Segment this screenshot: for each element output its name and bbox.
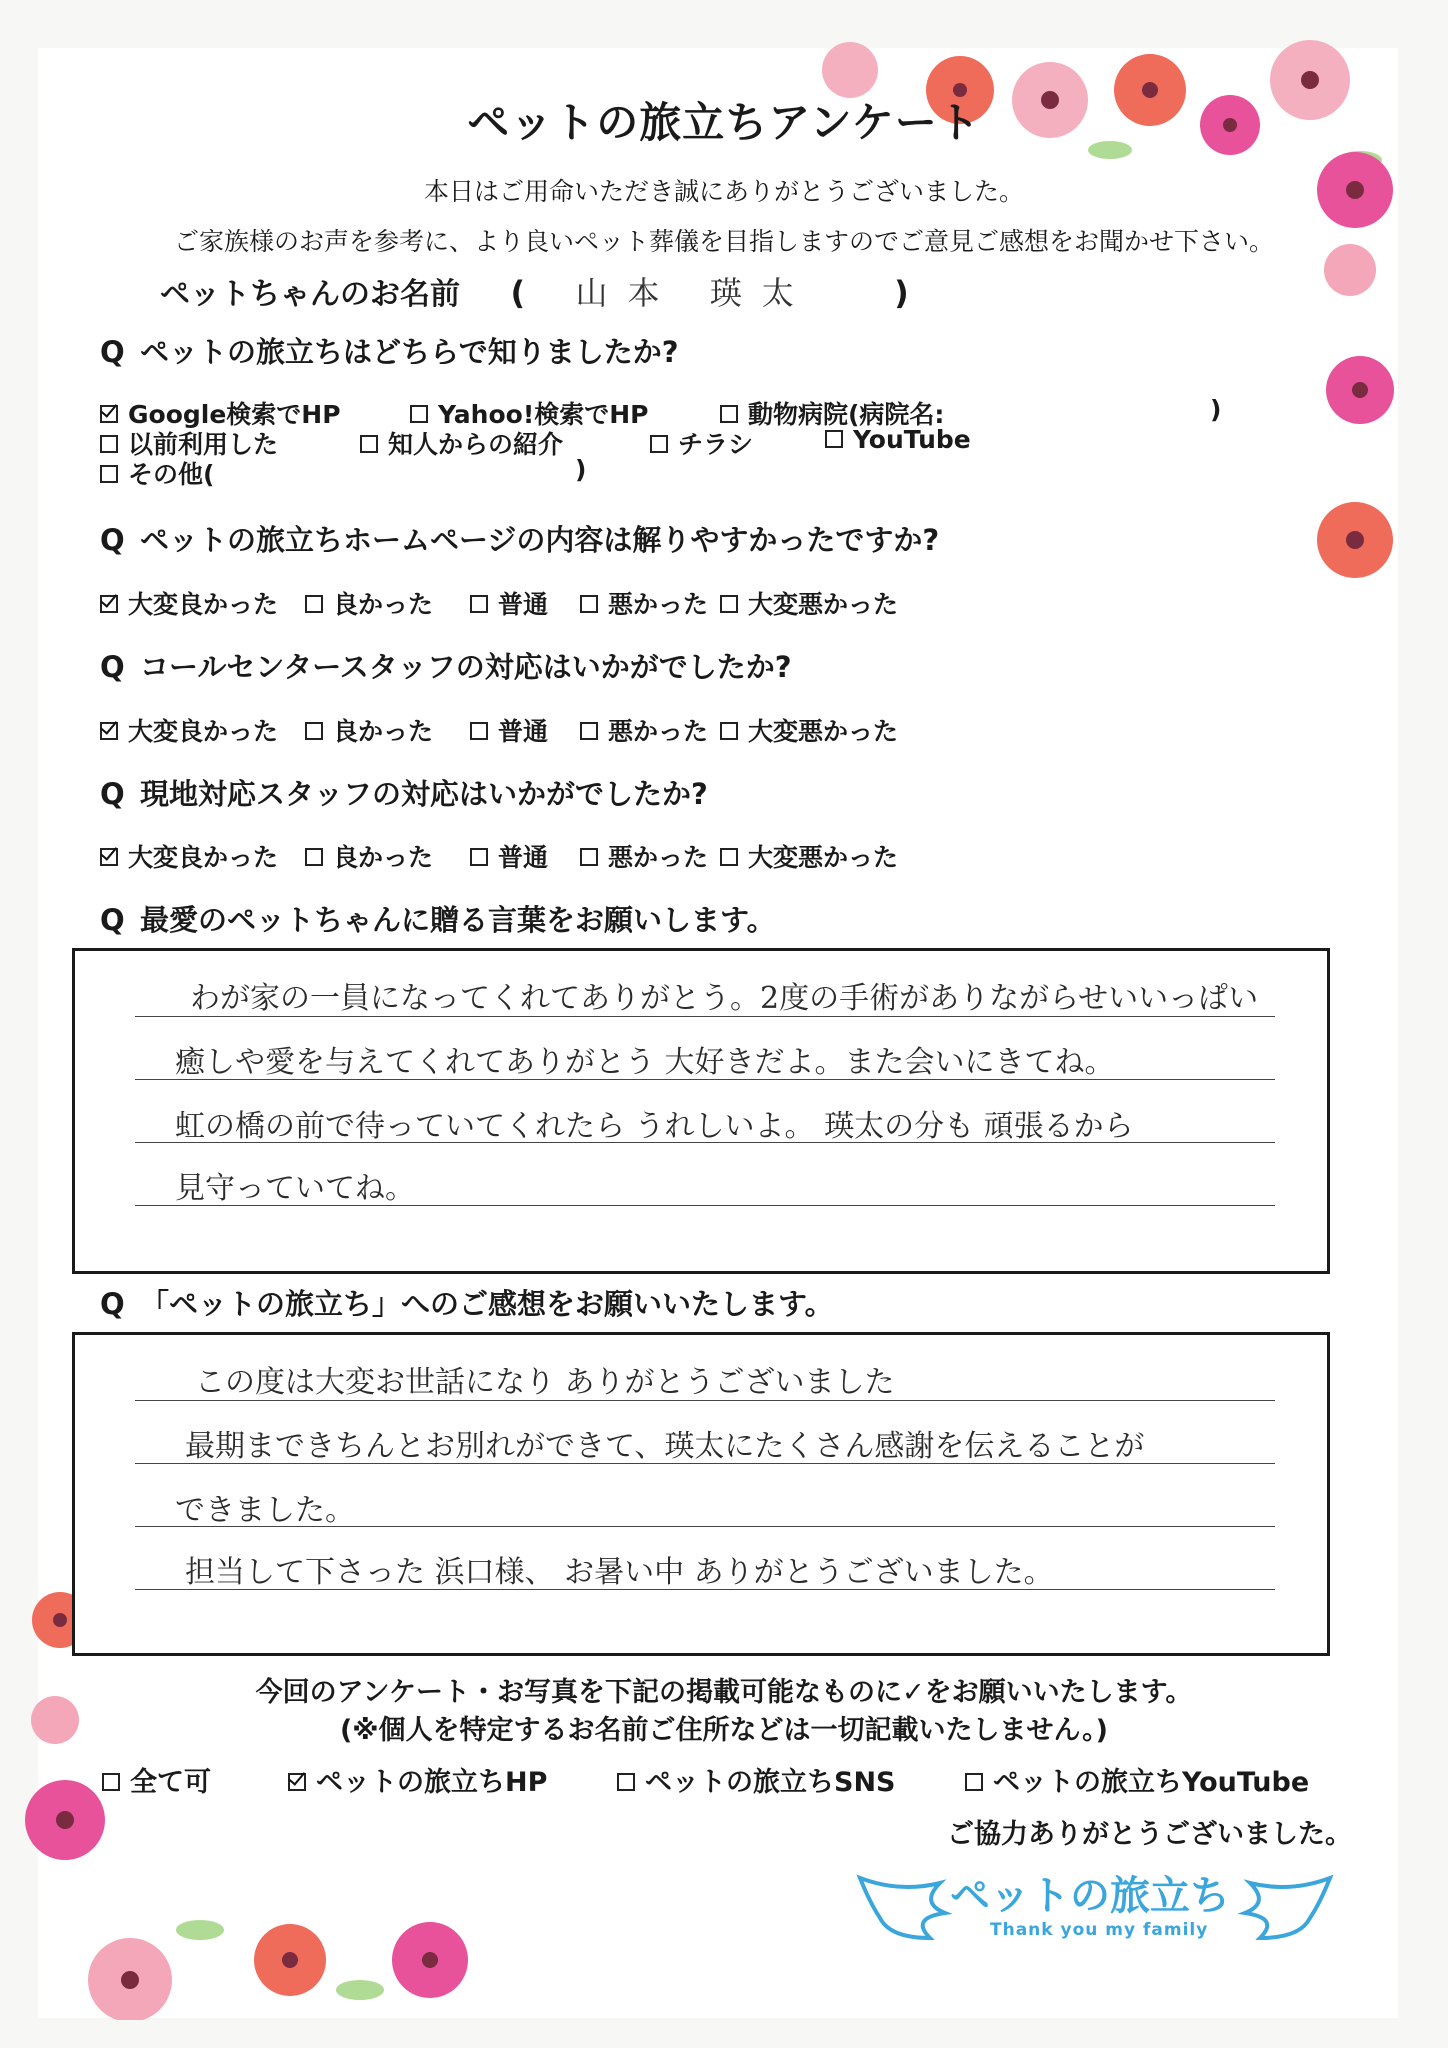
message-line-3: 虹の橋の前で待っていてくれたら うれしいよ。 瑛太の分も 頑張るから bbox=[175, 1109, 1134, 1144]
rating-label: 悪かった bbox=[608, 590, 709, 619]
checkbox-icon[interactable] bbox=[305, 848, 323, 866]
q1-vet-close-paren: ) bbox=[1210, 395, 1222, 424]
rating-label: 悪かった bbox=[608, 717, 709, 746]
checkbox-icon[interactable] bbox=[305, 722, 323, 740]
question-4: Q 現地対応スタッフの対応はいかがでしたか? bbox=[100, 777, 708, 811]
rating-label: 普通 bbox=[498, 717, 549, 746]
rating-label: 大変悪かった bbox=[748, 843, 899, 872]
q1-option-other[interactable]: その他( bbox=[100, 455, 214, 491]
q4-option-3[interactable] bbox=[580, 838, 708, 874]
rating-label: 良かった bbox=[333, 843, 434, 872]
checkbox-checked-icon[interactable] bbox=[100, 722, 118, 740]
pet-name-value[interactable]: 山本 瑛太 bbox=[575, 274, 814, 312]
checkbox-icon[interactable] bbox=[470, 848, 488, 866]
q4-option-0[interactable] bbox=[100, 838, 278, 874]
publish-option-all[interactable]: 全て可 bbox=[102, 1760, 211, 1799]
pet-tabidachi-logo bbox=[850, 1858, 1340, 1968]
rating-label: 普通 bbox=[498, 843, 549, 872]
question-3: Q コールセンタースタッフの対応はいかがでしたか? bbox=[100, 650, 792, 684]
checkbox-icon[interactable] bbox=[580, 595, 598, 613]
feedback-line-3: できました。 bbox=[175, 1493, 355, 1528]
q2-option-1[interactable] bbox=[305, 585, 433, 621]
rating-label: 大変良かった bbox=[128, 717, 279, 746]
question-3-text: コールセンタースタッフの対応はいかがでしたか? bbox=[140, 650, 792, 684]
publish-notice-line-1: 今回のアンケート・お写真を下記の掲載可能なものに✓をお願いいたします。 bbox=[255, 1677, 1193, 1708]
checkbox-icon[interactable] bbox=[720, 595, 738, 613]
q2-option-3[interactable] bbox=[580, 585, 708, 621]
checkbox-icon[interactable] bbox=[100, 435, 118, 453]
rating-label: 大変悪かった bbox=[748, 590, 899, 619]
feedback-line-2: 最期まできちんとお別れができて、瑛太にたくさん感謝を伝えることが bbox=[185, 1429, 1145, 1464]
checkbox-icon[interactable] bbox=[965, 1773, 983, 1791]
pet-name-open-paren: ( bbox=[510, 274, 526, 312]
q3-option-4[interactable] bbox=[720, 712, 898, 748]
logo-name: ペットの旅立ち bbox=[950, 1873, 1230, 1919]
checkbox-icon[interactable] bbox=[100, 465, 118, 483]
checkbox-icon[interactable] bbox=[102, 1773, 120, 1791]
checkbox-checked-icon[interactable] bbox=[100, 595, 118, 613]
checkbox-icon[interactable] bbox=[580, 722, 598, 740]
question-2-text: ペットの旅立ちホームページの内容は解りやすかったですか? bbox=[140, 523, 940, 557]
q3-option-2[interactable] bbox=[470, 712, 548, 748]
checkbox-icon[interactable] bbox=[825, 430, 843, 448]
q4-option-1[interactable] bbox=[305, 838, 433, 874]
rating-label: 大変良かった bbox=[128, 590, 279, 619]
question-2: Q ペットの旅立ちホームページの内容は解りやすかったですか? bbox=[100, 523, 940, 557]
feedback-line-4: 担当して下さった 浜口様、 お暑い中 ありがとうございました。 bbox=[185, 1555, 1054, 1590]
rating-label: 大変悪かった bbox=[748, 717, 899, 746]
checkbox-icon[interactable] bbox=[410, 405, 428, 423]
checkbox-icon[interactable] bbox=[720, 848, 738, 866]
rating-label: 悪かった bbox=[608, 843, 709, 872]
checkbox-icon[interactable] bbox=[720, 722, 738, 740]
publish-option-youtube[interactable]: ペットの旅立ちYouTube bbox=[965, 1760, 1309, 1799]
q1-option-flyer[interactable]: チラシ bbox=[650, 425, 753, 461]
publish-option-hp[interactable]: ペットの旅立ちHP bbox=[288, 1760, 547, 1799]
q3-option-0[interactable] bbox=[100, 712, 278, 748]
checkbox-icon[interactable] bbox=[720, 405, 738, 423]
logo-tagline: Thank you my family bbox=[990, 1920, 1209, 1940]
publish-notice-line-2: (※個人を特定するお名前ご住所などは一切記載いたしません。) bbox=[339, 1715, 1109, 1746]
message-line-1: わが家の一員になってくれてありがとう。2度の手術がありながらせいいっぱい bbox=[190, 981, 1259, 1016]
q1-option-youtube[interactable]: YouTube bbox=[825, 425, 971, 454]
checkbox-icon[interactable] bbox=[470, 595, 488, 613]
pet-name-row bbox=[160, 268, 909, 314]
q2-option-2[interactable] bbox=[470, 585, 548, 621]
rating-label: 良かった bbox=[333, 717, 434, 746]
question-5: Q 最愛のペットちゃんに贈る言葉をお願いします。 bbox=[100, 903, 776, 937]
pet-name-close-paren: ) bbox=[894, 274, 909, 312]
intro-line-1: 本日はご用命いただき誠にありがとうございました。 bbox=[423, 177, 1024, 206]
feedback-box[interactable] bbox=[72, 1332, 1330, 1656]
question-5-text: 最愛のペットちゃんに贈る言葉をお願いします。 bbox=[140, 903, 776, 937]
page-title: ペットの旅立ちアンケート bbox=[467, 98, 981, 147]
q-mark: Q bbox=[100, 335, 125, 369]
q2-option-4[interactable] bbox=[720, 585, 898, 621]
checkbox-icon[interactable] bbox=[580, 848, 598, 866]
checkbox-checked-icon[interactable] bbox=[288, 1773, 306, 1791]
q4-option-2[interactable] bbox=[470, 838, 548, 874]
message-to-pet-box[interactable] bbox=[72, 948, 1330, 1274]
checkbox-checked-icon[interactable] bbox=[100, 848, 118, 866]
checkbox-icon[interactable] bbox=[360, 435, 378, 453]
checkbox-icon[interactable] bbox=[305, 595, 323, 613]
pet-name-label: ペットちゃんのお名前 bbox=[160, 277, 460, 312]
question-6: Q 「ペットの旅立ち」へのご感想をお願いいたします。 bbox=[100, 1287, 834, 1321]
checkbox-icon[interactable] bbox=[650, 435, 668, 453]
q1-other-close-paren: ) bbox=[575, 455, 587, 484]
message-line-4: 見守っていてね。 bbox=[175, 1171, 415, 1206]
checkbox-icon[interactable] bbox=[617, 1773, 635, 1791]
feedback-line-1: この度は大変お世話になり ありがとうございました bbox=[195, 1365, 895, 1400]
q3-option-1[interactable] bbox=[305, 712, 433, 748]
rating-label: 良かった bbox=[333, 590, 434, 619]
q1-option-referral[interactable]: 知人からの紹介 bbox=[360, 425, 563, 461]
question-4-text: 現地対応スタッフの対応はいかがでしたか? bbox=[140, 777, 708, 811]
q3-option-3[interactable] bbox=[580, 712, 708, 748]
q1-option-previous[interactable]: 以前利用した bbox=[100, 425, 278, 461]
message-line-2: 癒しや愛を与えてくれてありがとう 大好きだよ。また会いにきてね。 bbox=[175, 1045, 1115, 1080]
intro-line-2: ご家族様のお声を参考に、より良いペット葬儀を目指しますのでご意見ご感想をお聞かせ下さい。 bbox=[173, 227, 1274, 256]
question-6-text: 「ペットの旅立ち」へのご感想をお願いいたします。 bbox=[140, 1287, 834, 1321]
rating-label: 大変良かった bbox=[128, 843, 279, 872]
question-1-text: ペットの旅立ちはどちらで知りましたか? bbox=[140, 335, 679, 369]
checkbox-icon[interactable] bbox=[470, 722, 488, 740]
q2-option-0[interactable] bbox=[100, 585, 278, 621]
q1-option-google[interactable]: Google検索でHP bbox=[100, 395, 341, 431]
question-1 bbox=[100, 330, 679, 371]
thanks-message: ご協力ありがとうございました。 bbox=[947, 1819, 1352, 1850]
q1-option-yahoo[interactable]: Yahoo!検索でHP bbox=[410, 395, 648, 431]
checkbox-checked-icon[interactable] bbox=[100, 405, 118, 423]
rating-label: 普通 bbox=[498, 590, 549, 619]
q1-option-vet[interactable]: 動物病院(病院名: bbox=[720, 395, 944, 431]
publish-option-sns[interactable]: ペットの旅立ちSNS bbox=[617, 1760, 896, 1799]
q4-option-4[interactable] bbox=[720, 838, 898, 874]
